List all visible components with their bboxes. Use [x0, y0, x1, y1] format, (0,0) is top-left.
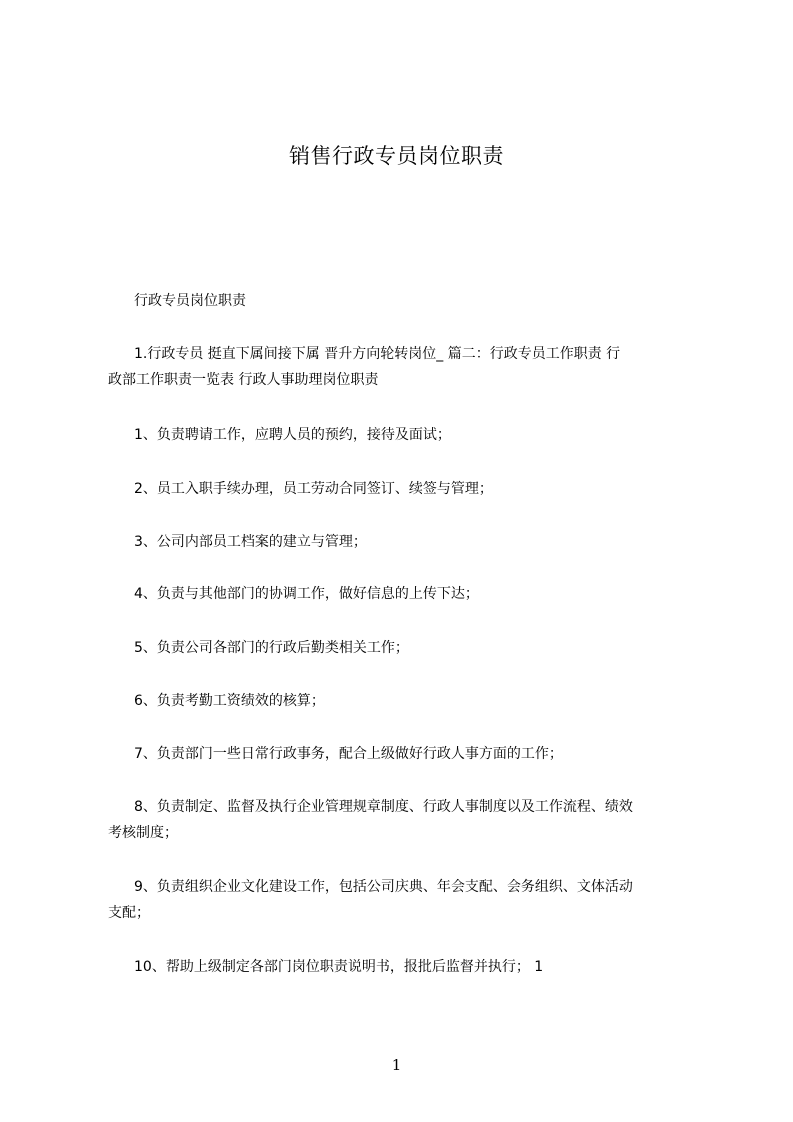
list-item: 7、负责部门一些日常行政事务，配合上级做好行政人事方面的工作； — [134, 746, 563, 762]
section-heading: 行政专员岗位职责 — [134, 293, 246, 309]
list-item: 3、公司内部员工档案的建立与管理； — [134, 534, 367, 550]
list-item-line-2: 支配； — [108, 905, 150, 921]
page-title: 销售行政专员岗位职责 — [289, 144, 504, 168]
list-item: 5、负责公司各部门的行政后勤类相关工作； — [134, 640, 409, 656]
list-item: 2、员工入职手续办理，员工劳动合同签订、续签与管理； — [134, 481, 493, 497]
list-item: 1、负责聘请工作，应聘人员的预约，接待及面试； — [134, 427, 451, 443]
page-number: 1 — [391, 1056, 402, 1074]
list-item-line-1: 8、负责制定、监督及执行企业管理规章制度、行政人事制度以及工作流程、绩效 — [134, 799, 633, 815]
list-item-line-2: 考核制度； — [108, 825, 178, 841]
intro-paragraph — [108, 341, 714, 393]
list-item — [108, 794, 714, 846]
list-item: 10、帮助上级制定各部门岗位职责说明书，报批后监督并执行； 1 — [134, 959, 544, 975]
list-item: 4、负责与其他部门的协调工作，做好信息的上传下达； — [134, 586, 479, 602]
list-item — [108, 874, 714, 926]
list-item: 6、负责考勤工资绩效的核算； — [134, 693, 325, 709]
list-item-line-1: 9、负责组织企业文化建设工作，包括公司庆典、年会支配、会务组织、文体活动 — [134, 879, 633, 895]
intro-line-1: 1.行政专员 挺直下属间接下属 晋升方向轮转岗位_ 篇二：行政专员工作职责 行 — [134, 346, 621, 362]
intro-line-2: 政部工作职责一览表 行政人事助理岗位职责 — [108, 372, 379, 388]
